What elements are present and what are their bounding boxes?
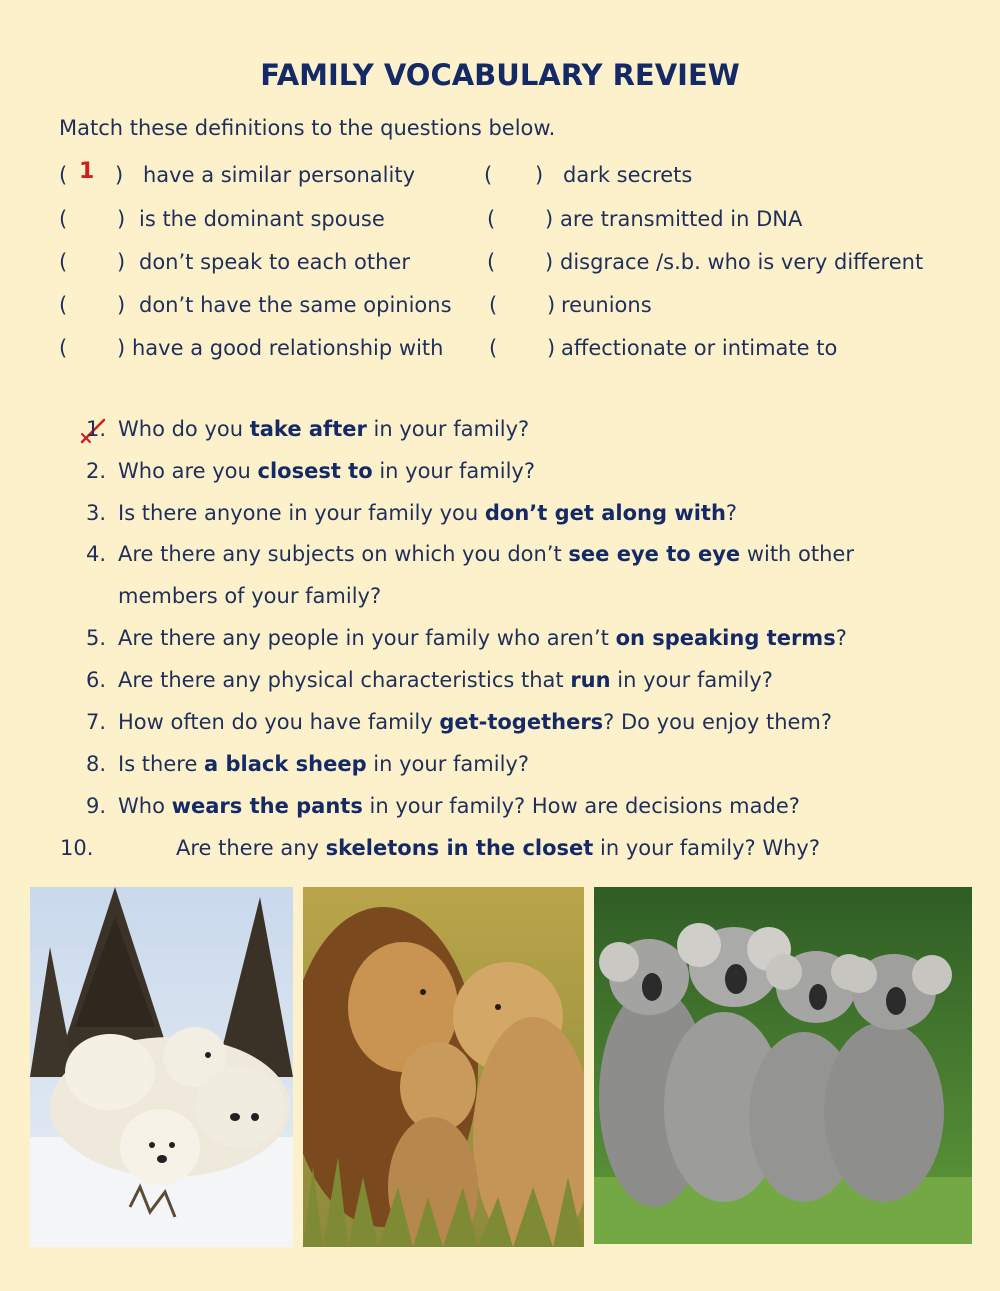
definition-text: disgrace /s.b. who is very different (560, 250, 924, 274)
close-paren: ) (117, 293, 126, 317)
close-paren: ) (115, 163, 124, 187)
question-number: 4. (85, 542, 106, 566)
close-paren: ) (547, 336, 556, 360)
question-number: 3. (85, 501, 106, 525)
question-number: 2. (85, 459, 106, 483)
close-paren: ) (547, 293, 556, 317)
koala-family-photo (594, 887, 972, 1244)
definition-text: dark secrets (563, 163, 693, 187)
question-text: Are there any people in your family who aren’t on speaking terms? (118, 626, 847, 650)
page-title: FAMILY VOCABULARY REVIEW (260, 58, 740, 92)
polar-bear-family-photo (30, 887, 293, 1247)
close-paren: ) (535, 163, 544, 187)
answer-blank[interactable]: 1 (79, 159, 95, 184)
match-row (59, 159, 959, 193)
open-paren: ( (59, 163, 68, 187)
open-paren: ( (59, 250, 68, 274)
match-row (59, 293, 959, 323)
match-row (59, 336, 959, 366)
question-text: Are there any skeletons in the closet in your family? Why? (176, 836, 821, 860)
question-text: How often do you have family get-togethers? Do you enjoy them? (118, 710, 833, 734)
instruction-text: Match these definitions to the questions below. (59, 116, 556, 140)
question-number: 10. (60, 836, 94, 860)
close-paren: ) (117, 207, 126, 231)
definition-text: affectionate or intimate to (561, 336, 838, 360)
question-text: Who are you closest to in your family? (118, 459, 535, 483)
question-text: Is there a black sheep in your family? (118, 752, 529, 776)
definition-text: have a good relationship with (132, 336, 444, 360)
definition-text: is the dominant spouse (139, 207, 385, 231)
open-paren: ( (489, 293, 498, 317)
close-paren: ) (117, 336, 126, 360)
question-number: 8. (85, 752, 106, 776)
open-paren: ( (59, 336, 68, 360)
close-paren: ) (117, 250, 126, 274)
question-number: 1. (85, 417, 106, 441)
open-paren: ( (59, 207, 68, 231)
open-paren: ( (484, 163, 493, 187)
open-paren: ( (487, 250, 496, 274)
question-text: Are there any physical characteristics that run in your family? (118, 668, 773, 692)
definition-text: don’t have the same opinions (139, 293, 452, 317)
question-text: members of your family? (118, 584, 382, 608)
question-number: 6. (85, 668, 106, 692)
question-text: Who wears the pants in your family? How are decisions made? (118, 794, 800, 818)
question-number: 5. (85, 626, 106, 650)
match-row (59, 207, 959, 237)
question-number: 9. (85, 794, 106, 818)
question-text: Is there anyone in your family you don’t get along with? (118, 501, 738, 525)
question-text: Are there any subjects on which you don’t see eye to eye with other (118, 542, 854, 566)
lion-family-photo (303, 887, 584, 1247)
question-number: 7. (85, 710, 106, 734)
match-row (59, 250, 959, 280)
close-paren: ) (545, 207, 554, 231)
open-paren: ( (487, 207, 496, 231)
definition-text: have a similar personality (143, 163, 416, 187)
open-paren: ( (59, 293, 68, 317)
definition-text: are transmitted in DNA (560, 207, 803, 231)
open-paren: ( (489, 336, 498, 360)
close-paren: ) (545, 250, 554, 274)
question-text: Who do you take after in your family? (118, 417, 530, 441)
definition-text: don’t speak to each other (139, 250, 410, 274)
definition-text: reunions (561, 293, 652, 317)
